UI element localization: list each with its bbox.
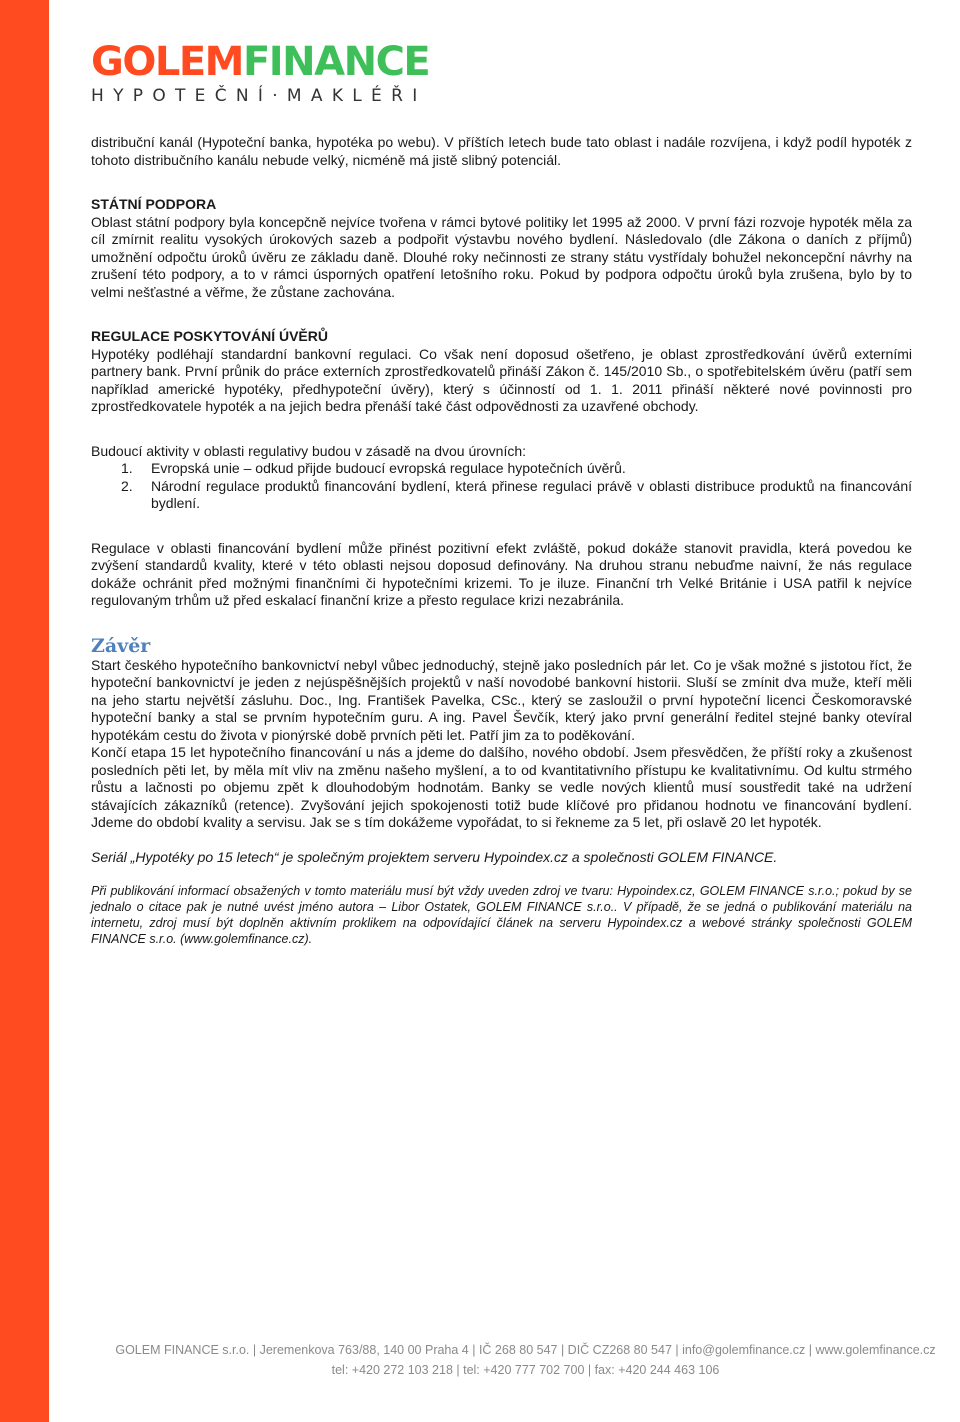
regulation-list xyxy=(91,460,912,513)
conclusion-heading: Závěr xyxy=(91,634,151,657)
list-number: 2. xyxy=(121,477,133,494)
series-note: Seriál „Hypotéky po 15 letech“ je společným projektem serveru Hypoindex.cz a společnosti GOLEM FINANCE. xyxy=(91,848,778,865)
logo-finance: FINANCE xyxy=(242,39,430,85)
state-support-heading: STÁTNÍ PODPORA xyxy=(91,196,217,212)
footer-contact-line: GOLEM FINANCE s.r.o. | Jeremenkova 763/88, 140 00 Praha 4 | IČ 268 80 547 | DIČ CZ268 80 547 | info@golemfinance.cz | www.golemfinance.cz xyxy=(115,1343,936,1357)
intro-paragraph: distribuční kanál (Hypoteční banka, hypotéka po webu). V příštích letech bude tato oblast i nadále rozvíjena, i když podíl hypoték z tohoto distribučního kanálu nebude velký, nicméně má jistě slibný potenciál. xyxy=(91,134,912,168)
publishing-note: Při publikování informací obsažených v tomto materiálu musí být vždy uveden zdroj ve tvaru: Hypoindex.cz, GOLEM FINANCE s.r.o.; pokud by se jednalo o citace pak je nutné uvést jméno autora – Libor Ostatek, GOLEM FINANCE s.r.o.. V případě, že se jedná o publikování materiálu na internetu, zdroj musí být doplněn aktivním proklikem na odpovídající článek na serveru Hypoindex.cz a webové stránky společnosti GOLEM FINANCE s.r.o. (www.golemfinance.cz). xyxy=(91,884,912,946)
list-item xyxy=(91,478,912,513)
document-body xyxy=(91,134,912,947)
regulation-paragraph-3: Regulace v oblasti financování bydlení může přinést pozitivní efekt zvláště, pokud dokáže stanovit pravidla, která povedou ke zvýšení standardů kvality, které v této oblasti nejsou doposud definovány. Na druhou stranu nebuďme naivní, že nás regulace dokáže ochránit před možnými finančními či hypotečními krizemi. To je iluze. Finanční trh Velké Británie i USA patřil k nejvíce regulovaným trhům už před eskalací finanční krize a přesto regulace krizi nezabránila. xyxy=(91,539,912,608)
conclusion-paragraph-2: Končí etapa 15 let hypotečního financování u nás a jdeme do dalšího, nového období. Jsem přesvědčen, že příští roky a zkušenost posledních pěti let, by měla mít vliv na změnu našeho myšlení, a to od kvantitativního přístupu ke kvalitativnímu. Od kultu strmého růstu a lačnosti po objemu zpět k dlouhodobým hodnotám. Banky se vedle nových klientů musí soustředit také na udržení stávajících zákazníků (retence). Zvyšování jejich spokojenosti totiž bude klíčové pro přidanou hodnotu ve financování bydlení. Jdeme do období kvality a servisu. Jak se s tím dokážeme vypořádat, to si řekneme za 5 let, při oslavě 20 let hypoték. xyxy=(91,744,912,830)
list-text: Národní regulace produktů financování bydlení, která přinese regulaci právě v oblasti distribuce produktů na financování bydlení. xyxy=(151,477,912,511)
regulation-paragraph-2: Budoucí aktivity v oblasti regulativy budou v zásadě na dvou úrovních: xyxy=(91,442,527,459)
list-text: Evropská unie – odkud přijde budoucí evropská regulace hypotečních úvěrů. xyxy=(151,460,626,476)
logo-wordmark xyxy=(91,39,430,85)
conclusion-paragraph-1: Start českého hypotečního bankovnictví nebyl vůbec jednoduchý, stejně jako posledních pár let. Co je však možné s jistotou říct, že hypoteční bankovnictví je jeden z nejúspěšnějších projektů v naší novodobé bankovní historii. Sluší se zmínit dva muže, kteří měli na jeho startu největší zásluhu. Doc., Ing. František Pavelka, CSc., který se zasloužil o první hypoteční licenci Českomoravské hypoteční banky a stal se prvním hypotečním guru. A ing. Pavel Ševčík, který jako první generální ředitel stejné banky otevíral hypotékám cestu do života v pionýrské době prvních pěti let. Patří jim za to poděkování. xyxy=(91,656,912,743)
list-number: 1. xyxy=(121,460,133,476)
company-logo xyxy=(91,39,430,106)
regulation-heading: REGULACE POSKYTOVÁNÍ ÚVĚRŮ xyxy=(91,328,328,344)
footer-phone-line: tel: +420 272 103 218 | tel: +420 777 702 700 | fax: +420 244 463 106 xyxy=(331,1363,720,1377)
logo-golem: GOLEM xyxy=(91,39,243,85)
regulation-paragraph-1: Hypotéky podléhají standardní bankovní regulaci. Co však není doposud ošetřeno, je oblast zprostředkování úvěrů externími partnery bank. První průnik do práce externích zprostředkovatelů přináší Zákon č. 145/2010 Sb., o spotřebitelském úvěru (patří sem například americké hypotéky, předhypoteční úvěry), který s účinností od 1. 1. 2011 přináší některé nové povinnosti pro zprostředkovatele hypoték a na jejich bedra přenáší také část odpovědnosti za uzavřené obchody. xyxy=(91,345,912,414)
logo-tagline: HYPOTEČNÍ·MAKLÉŘI xyxy=(91,86,427,106)
left-accent-bar xyxy=(0,0,49,1422)
list-item xyxy=(91,460,912,478)
state-support-paragraph: Oblast státní podpory byla koncepčně nejvíce tvořena v rámci bytové politiky let 1995 až 2000. V první fázi rozvoje hypoték měla za cíl zmírnit realitu vysokých úrokových sazeb a podpořit výstavbu nového bydlení. Následovalo (dle Zákona o daních z příjmů) umožnění odpočtu úroků úvěru ze základu daně. Dlouhé roky nečinnosti ze strany státu vystřídaly bohužel nekoncepční návrhy na zrušení této podpory, a to v rámci úsporných opatření letošního roku. Pokud by podpora odpočtu úroků byla zrušena, bylo by to velmi nešťastné a věřme, že zůstane zachována. xyxy=(91,213,912,300)
